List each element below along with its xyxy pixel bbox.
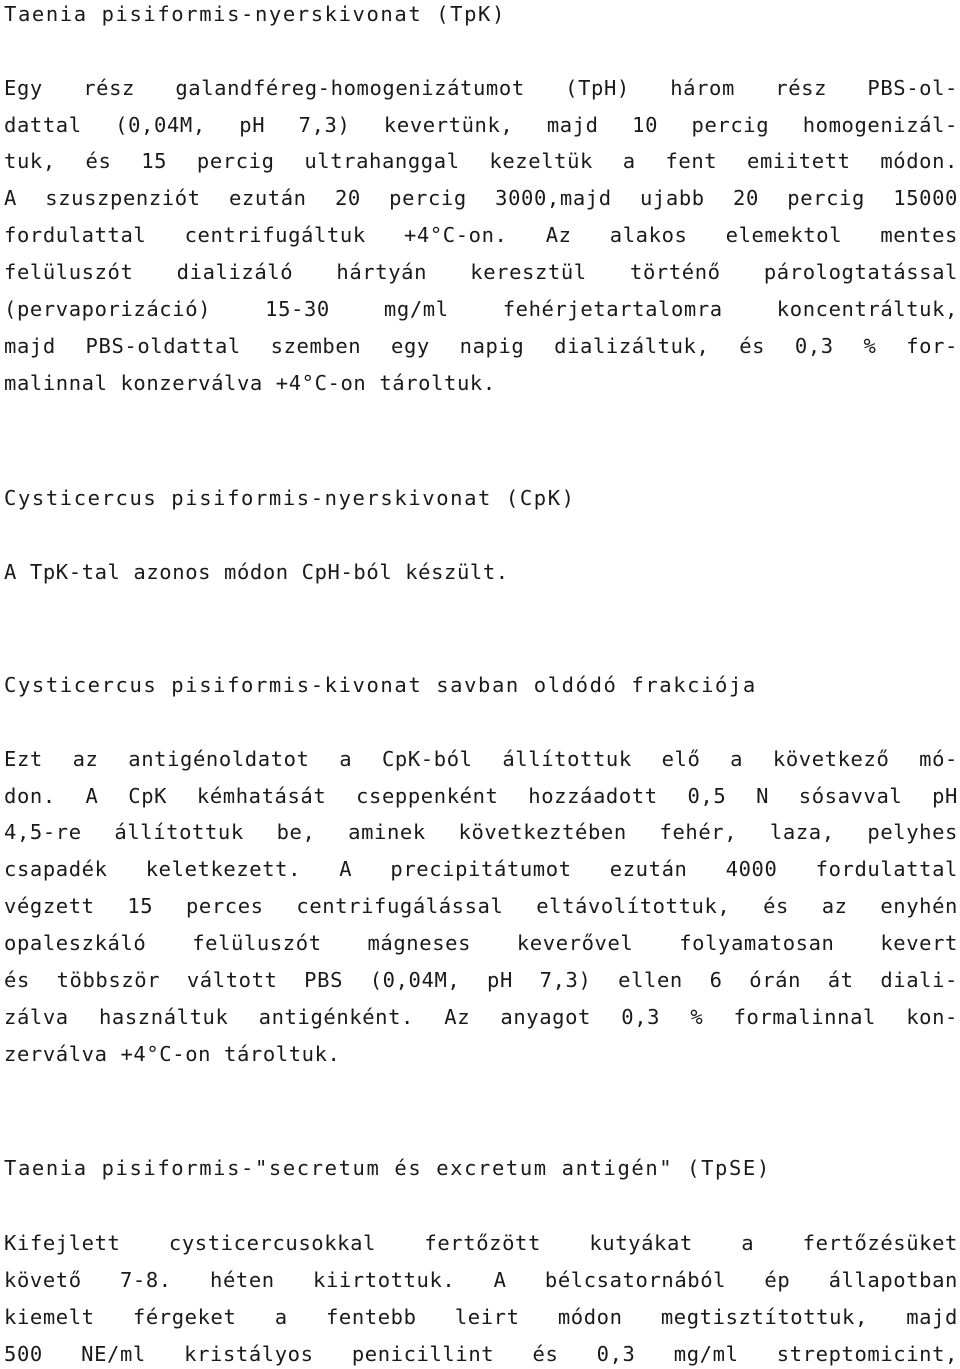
paragraph-line: majd PBS-oldattal szemben egy napig dializáltuk, és 0,3 % for-	[4, 334, 958, 358]
paragraph-line: (pervaporizáció) 15-30 mg/ml fehérjetartalomra koncentráltuk,	[4, 297, 958, 321]
section-heading-tpk: Taenia pisiformis-nyerskivonat (TpK)	[4, 2, 506, 26]
paragraph-line: Ezt az antigénoldatot a CpK-ból állítottuk elő a következő mó-	[4, 747, 958, 771]
paragraph-line: és többször váltott PBS (0,04M, pH 7,3) ellen 6 órán át diali-	[4, 968, 958, 992]
section-heading-tpse: Taenia pisiformis-"secretum és excretum antigén" (TpSE)	[4, 1156, 771, 1180]
paragraph-line: malinnal konzerválva +4°C-on tároltuk.	[4, 371, 496, 395]
paragraph-line: zerválva +4°C-on tároltuk.	[4, 1042, 341, 1066]
section-heading-cpk: Cysticercus pisiformis-nyerskivonat (CpK)	[4, 486, 576, 510]
paragraph-line: követő 7-8. héten kiirtottuk. A bélcsatornából ép állapotban	[4, 1268, 958, 1292]
paragraph-line: fordulattal centrifugáltuk +4°C-on. Az alakos elemektol mentes	[4, 223, 958, 247]
paragraph-line: 4,5-re állítottuk be, aminek következtében fehér, laza, pelyhes	[4, 820, 958, 844]
paragraph-line: A szuszpenziót ezután 20 percig 3000,majd ujabb 20 percig 15000	[4, 186, 958, 210]
paragraph-line: 500 NE/ml kristályos penicillint és 0,3 mg/ml streptomicint,	[4, 1342, 958, 1366]
paragraph-line: végzett 15 perces centrifugálással eltávolítottuk, és az enyhén	[4, 894, 958, 918]
paragraph-line: opaleszkáló felüluszót mágneses keverővel folyamatosan kevert	[4, 931, 958, 955]
paragraph-line: A TpK-tal azonos módon CpH-ból készült.	[4, 560, 509, 584]
paragraph-line: kiemelt férgeket a fentebb leirt módon megtisztítottuk, majd	[4, 1305, 958, 1329]
paragraph-line: tuk, és 15 percig ultrahanggal kezeltük a fent emiitett módon.	[4, 149, 958, 173]
paragraph-line: don. A CpK kémhatását cseppenként hozzáadott 0,5 N sósavval pH	[4, 784, 958, 808]
section-heading-acid-fraction: Cysticercus pisiformis-kivonat savban oldódó frakciója	[4, 673, 757, 697]
paragraph-line: felüluszót dializáló hártyán keresztül történő párologtatással	[4, 260, 958, 284]
paragraph-line: Egy rész galandféreg-homogenizátumot (TpH) három rész PBS-ol-	[4, 76, 958, 100]
paragraph-line: csapadék keletkezett. A precipitátumot ezután 4000 fordulattal	[4, 857, 958, 881]
paragraph-line: zálva használtuk antigénként. Az anyagot 0,3 % formalinnal kon-	[4, 1005, 958, 1029]
paragraph-line: Kifejlett cysticercusokkal fertőzött kutyákat a fertőzésüket	[4, 1231, 958, 1255]
paragraph-line: dattal (0,04M, pH 7,3) kevertünk, majd 10 percig homogenizál-	[4, 113, 958, 137]
